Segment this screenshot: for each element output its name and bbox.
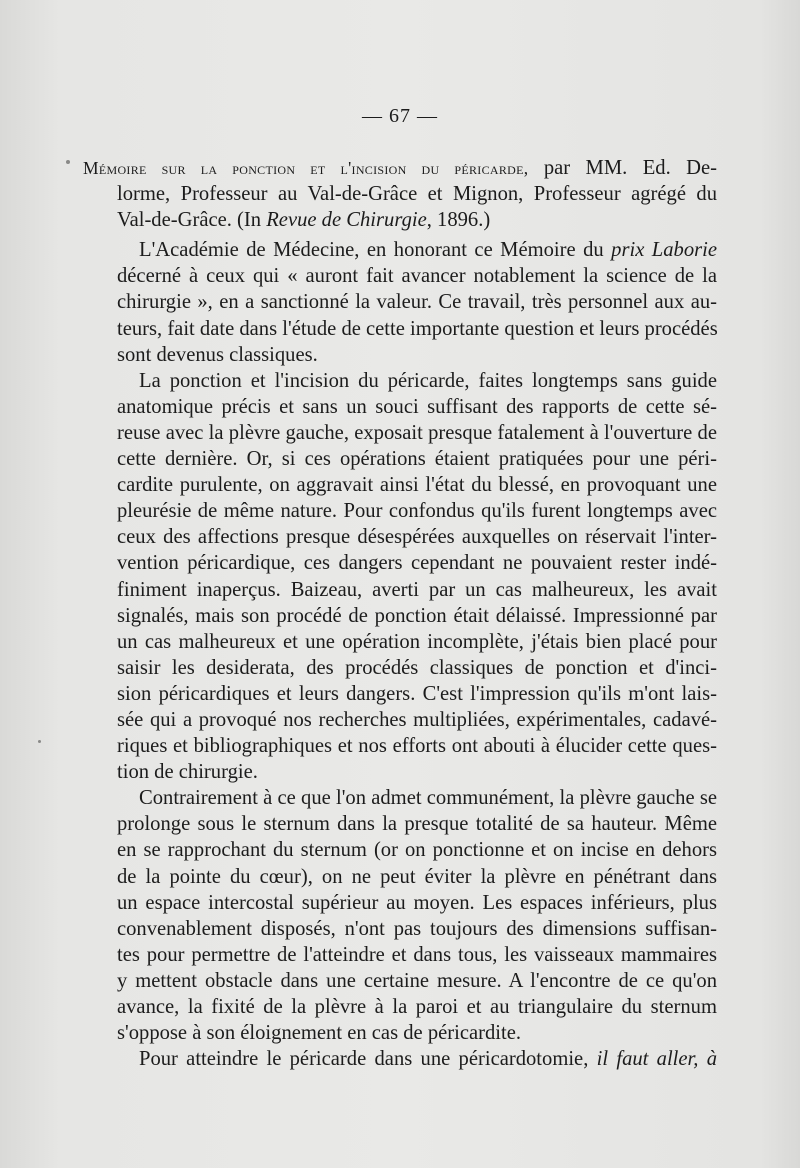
para2-line-5: cardite purulente, on aggravait ainsi l'état du blessé, en provoquant une: [117, 474, 717, 497]
heading-source-prefix: Val-de-Grâce. (In: [117, 209, 267, 232]
heading-source-suffix: , 1896.): [426, 209, 491, 232]
prize-name: prix Laborie: [611, 239, 718, 262]
para2-line-4: cette dernière. Or, si ces opérations étaient pratiquées pour une péri-: [117, 448, 717, 471]
para3-line-3: en se rapprochant du sternum (or on ponctionne et on incise en dehors: [117, 839, 717, 862]
para3-line-7: tes pour permettre de l'atteindre et dans tous, les vaisseaux mammaires: [117, 943, 717, 966]
para2-line-10: signalés, mais son procédé de ponction était délaissé. Impressionné par: [117, 604, 717, 627]
para1-line-4: teurs, fait date dans l'étude de cette importante question et leurs procédés: [117, 317, 718, 340]
para2-line-8: vention péricardique, ces dangers cependant ne pouvaient rester indé-: [117, 552, 717, 575]
para3-line-4: de la pointe du cœur), on ne peut éviter la plèvre en pénétrant dans: [117, 865, 717, 888]
para2-line-9: finiment inaperçus. Baizeau, averti par un cas malheureux, les avait: [117, 578, 717, 601]
para2-line-14: sée qui a provoqué nos recherches multipliées, expérimentales, cadavé-: [117, 708, 717, 731]
heading-authors: par MM. Ed. De-: [528, 157, 717, 179]
journal-title: Revue de Chirurgie: [266, 209, 427, 232]
page-number: — 67 —: [362, 105, 438, 127]
para2-line-16: tion de chirurgie.: [117, 761, 258, 784]
para3-line-6: convenablement disposés, n'ont pas toujours des dimensions suffisan-: [117, 917, 717, 940]
para2-line-15: riques et bibliographiques et nos efforts ont abouti à élucider cette ques-: [117, 735, 717, 758]
para4-line-1: [117, 1046, 717, 1072]
para2-line-12: saisir les desiderata, des procédés classiques de ponction et d'inci-: [117, 656, 717, 679]
para2-line-2: anatomique précis et sans un souci suffisant des rapports de cette sé-: [117, 395, 717, 418]
para1-line-1: [117, 237, 717, 263]
para4-italic-text: il faut aller, à: [596, 1048, 717, 1071]
para1-line-3: chirurgie », en a sanctionné la valeur. Ce travail, très personnel aux au-: [117, 291, 717, 314]
para3-line-10: s'oppose à son éloignement en cas de péricardite.: [117, 1022, 522, 1045]
heading-title: Mémoire sur la ponction et l'incision du péricarde,: [83, 158, 529, 178]
ink-speck: [66, 160, 70, 164]
para2-line-13: sion péricardiques et leurs dangers. C'est l'impression qu'ils m'ont lais-: [117, 682, 717, 705]
para3-line-5: un espace intercostal supérieur au moyen. Les espaces inférieurs, plus: [117, 891, 717, 914]
para1-line-2: décerné à ceux qui « auront fait avancer notablement la science de la: [117, 265, 717, 288]
para1-text: L'Académie de Médecine, en honorant ce Mémoire du: [139, 239, 612, 262]
para3-line-8: y mettent obstacle dans une certaine mesure. A l'encontre de ce qu'on: [117, 969, 717, 992]
para3-line-2: prolonge sous le sternum dans la presque totalité de sa hauteur. Même: [117, 813, 717, 836]
para3-line-9: avance, la fixité de la plèvre à la paroi et au triangulaire du sternum: [117, 996, 717, 1018]
body-text: [83, 155, 718, 1072]
para3-line-1: Contrairement à ce que l'on admet communément, la plèvre gauche se: [139, 787, 717, 810]
heading-line-2: lorme, Professeur au Val-de-Grâce et Mignon, Professeur agrégé du: [117, 183, 717, 206]
para1-line-5: sont devenus classiques.: [117, 343, 318, 366]
para2-line-7: ceux des affections presque désespérées auxquelles on réservait l'inter-: [117, 526, 717, 549]
heading-line-1: [83, 155, 717, 181]
para4-text: Pour atteindre le péricarde dans une péricardotomie,: [139, 1048, 597, 1071]
para2-line-3: reuse avec la plèvre gauche, exposait presque fatalement à l'ouverture de: [117, 421, 717, 444]
para2-line-6: pleurésie de même nature. Pour confondus qu'ils furent longtemps avec: [117, 500, 717, 523]
para2-line-11: un cas malheureux et une opération incomplète, j'étais bien placé pour: [117, 630, 717, 653]
ink-speck: [38, 740, 41, 743]
heading-line-3: [117, 207, 717, 233]
para2-line-1: La ponction et l'incision du péricarde, faites longtemps sans guide: [139, 369, 717, 392]
